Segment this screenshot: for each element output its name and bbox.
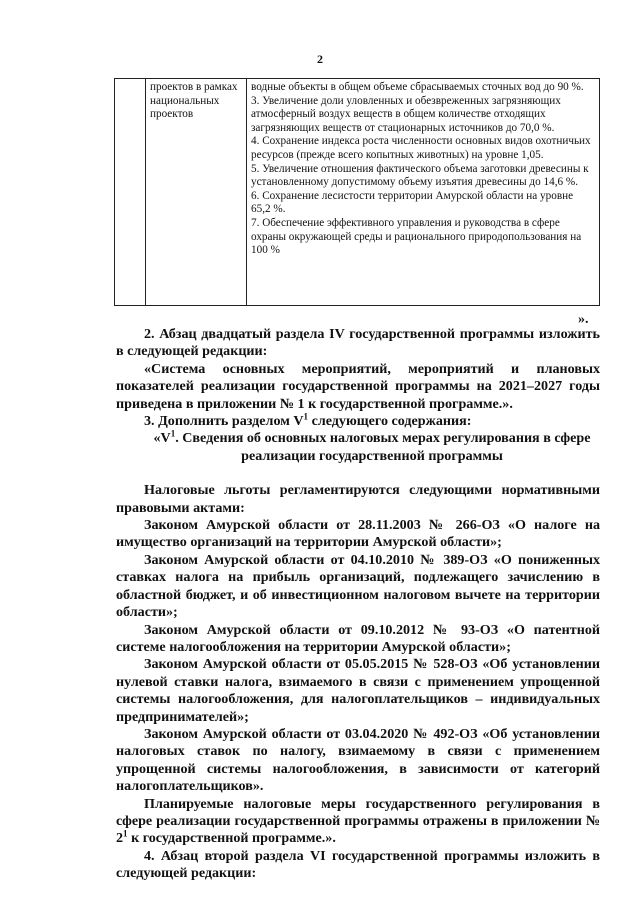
paragraph-3-text: 3. Дополнить разделом V	[144, 413, 304, 430]
section-heading	[116, 430, 600, 465]
table-column-divider	[145, 79, 146, 305]
table-column-divider	[246, 79, 247, 305]
section-heading-prefix: «V	[153, 430, 171, 447]
paragraph-2-quote: «Система основных мероприятий, мероприятий и плановых показателей реализации государственной программы на 2021–2027 годы приведена в приложении № 1 к государственной программе.».	[116, 360, 600, 412]
table-line: 5. Увеличение отношения фактического объема заготовки древесины к установленному допустимому объему изъятия древесины до 14,6 %.	[251, 162, 589, 189]
table-right-cell	[251, 81, 595, 258]
paragraph-2: 2. Абзац двадцатый раздела IV государственной программы изложить в следующей редакции:	[116, 326, 600, 360]
law-item: Законом Амурской области от 05.05.2015 № 528-ОЗ «Об установлении нулевой ставки налога, взимаемого в связи с применением упрощенной системы налогообложения, для налогоплательщиков – индивидуальных предпринимателей»;	[116, 656, 600, 725]
table-left-cell: проектов в рамках национальных проектов	[150, 81, 238, 121]
blank-line	[116, 465, 600, 482]
superscript: 1	[170, 428, 176, 439]
law-item: Законом Амурской области от 04.10.2010 № 389-ОЗ «О пониженных ставках налога на прибыль организаций, подлежащего зачислению в областной бюджет, и об инвестиционном налоговом вычете на территории области»;	[116, 551, 600, 621]
paragraph-3-text-end: следующего содержания:	[308, 413, 472, 430]
planned-measures-text: Планируемые налоговые меры государственного регулирования в сфере реализации государственной программы отражены в приложении № 2	[116, 795, 600, 847]
planned-measures-text-end: к государственной программе.».	[127, 830, 336, 847]
law-item: Законом Амурской области от 03.04.2020 № 492-ОЗ «Об установлении налоговых ставок по налогу, взимаемому в связи с применением упрощенной системы налогообложения, в зависимости от категорий налогоплательщиков».	[116, 725, 600, 795]
closing-quote: ».	[578, 312, 589, 327]
planned-measures	[116, 796, 600, 848]
table-line: 7. Обеспечение эффективного управления и руководства в сфере охраны окружающей среды и рационального природопользования на 100 %	[251, 216, 582, 257]
paragraph-3	[116, 413, 600, 430]
table-line: 4. Сохранение индекса роста численности основных видов охотничьих ресурсов (прежде всего копытных животных) на уровне 1,05.	[251, 135, 591, 161]
page-number: 2	[317, 52, 323, 66]
law-item: Законом Амурской области от 28.11.2003 № 266-ОЗ «О налоге на имущество организаций на территории Амурской области»;	[116, 517, 600, 551]
table-line: 6. Сохранение лесистости территории Амурской области на уровне 65,2 %.	[251, 189, 574, 216]
superscript: 1	[123, 828, 128, 839]
table-line: 3. Увеличение доли уловленных и обезвреженных загрязняющих атмосферный воздух веществ в общем количестве отходящих загрязняющих веществ от стационарных источников до 70,0 %.	[251, 94, 561, 134]
superscript: 1	[303, 411, 309, 422]
tax-intro: Налоговые льготы регламентируются следующими нормативными правовыми актами:	[116, 482, 600, 516]
document-body	[116, 326, 600, 883]
section-heading-text: . Сведения об основных налоговых мерах регулирования в сфере реализации государственной программы	[175, 430, 591, 464]
table-line: водные объекты в общем объеме сбрасываемых сточных вод до 90 %.	[251, 81, 584, 93]
law-item: Законом Амурской области от 09.10.2012 № 93-ОЗ «О патентной системе налогообложения на территории Амурской области»;	[116, 621, 600, 655]
goals-table	[114, 78, 600, 306]
paragraph-4: 4. Абзац второй раздела VI государственной программы изложить в следующей редакции:	[116, 847, 600, 882]
